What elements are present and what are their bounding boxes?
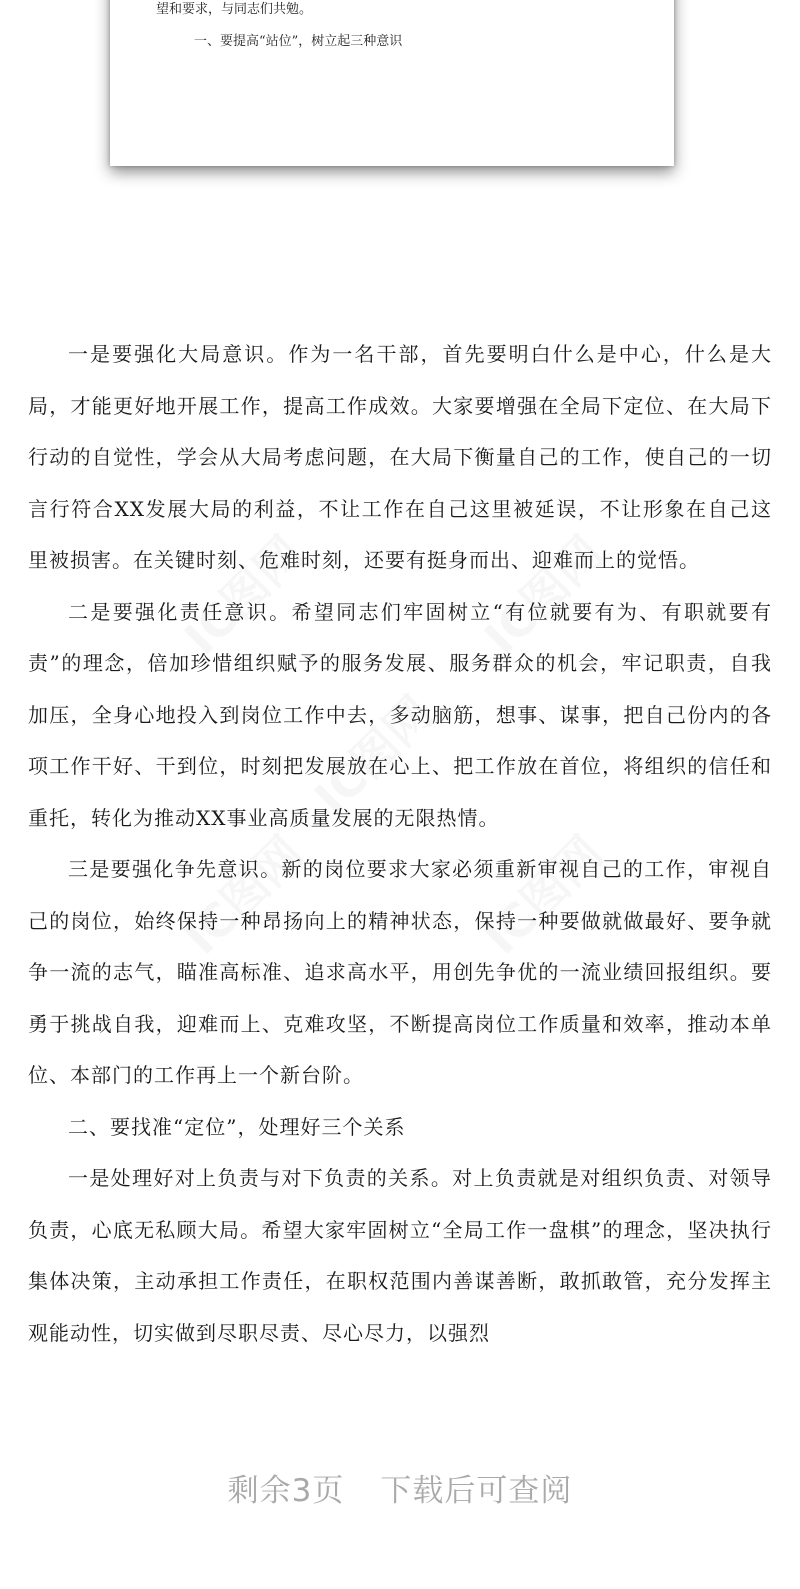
download-hint-label: 下载后可查阅 (380, 1473, 573, 1509)
paragraph-competitive-awareness: 三是要强化争先意识。新的岗位要求大家必须重新审视自己的工作，审视自己的岗位，始终保持一种昂扬向上的精神状态，保持一种要做就做最好、要争就争一流的志气，瞄准高标准、追求高水平，用创先争优的一流业绩回报组织。要勇于挑战自我，迎难而上、克难攻坚，不断提高岗位工作质量和效率，推动本单位、本部门的工作再上一个新台阶。 (28, 857, 772, 1087)
paragraph-responsibility-awareness: 二是要强化责任意识。希望同志们牢固树立“有位就要有为、有职就要有责”的理念，倍加珍惜组织赋予的服务发展、服务群众的机会，牢记职责，自我加压，全身心地投入到岗位工作中去，多动脑筋，想事、谋事，把自己份内的各项工作干好、干到位，时刻把发展放在心上、把工作放在首位，将组织的信任和重托，转化为推动XX事业高质量发展的无限热情。 (28, 599, 772, 830)
document-body (28, 329, 772, 1359)
remaining-pages-label: 剩余3页 (227, 1473, 345, 1509)
section-heading: 二、要找准“定位”，处理好三个关系 (68, 1114, 406, 1139)
preview-text-line: 望和要求，与同志们共勉。 (156, 2, 313, 17)
preview-heading: 一、要提高“站位”，树立起三种意识 (194, 34, 403, 49)
page-preview-card (110, 0, 674, 166)
paragraph-relationship: 一是处理好对上负责与对下负责的关系。对上负责就是对组织负责、对领导负责，心底无私顾大局。希望大家牢固树立“全局工作一盘棋”的理念，坚决执行集体决策，主动承担工作责任，在职权范围内善谋善断，敢抓敢管，充分发挥主观能动性，切实做到尽职尽责、尽心尽力，以强烈 (28, 1166, 772, 1345)
paragraph-overall-awareness: 一是要强化大局意识。作为一名干部，首先要明白什么是中心，什么是大局，才能更好地开展工作，提高工作成效。大家要增强在全局下定位、在大局下行动的自觉性，学会从大局考虑问题，在大局下衡量自己的工作，使自己的一切言行符合XX发展大局的利益，不让工作在自己这里被延误，不让形象在自己这里被损害。在关键时刻、危难时刻，还要有挺身而出、迎难而上的觉悟。 (28, 342, 772, 572)
download-prompt[interactable] (0, 1465, 800, 1510)
